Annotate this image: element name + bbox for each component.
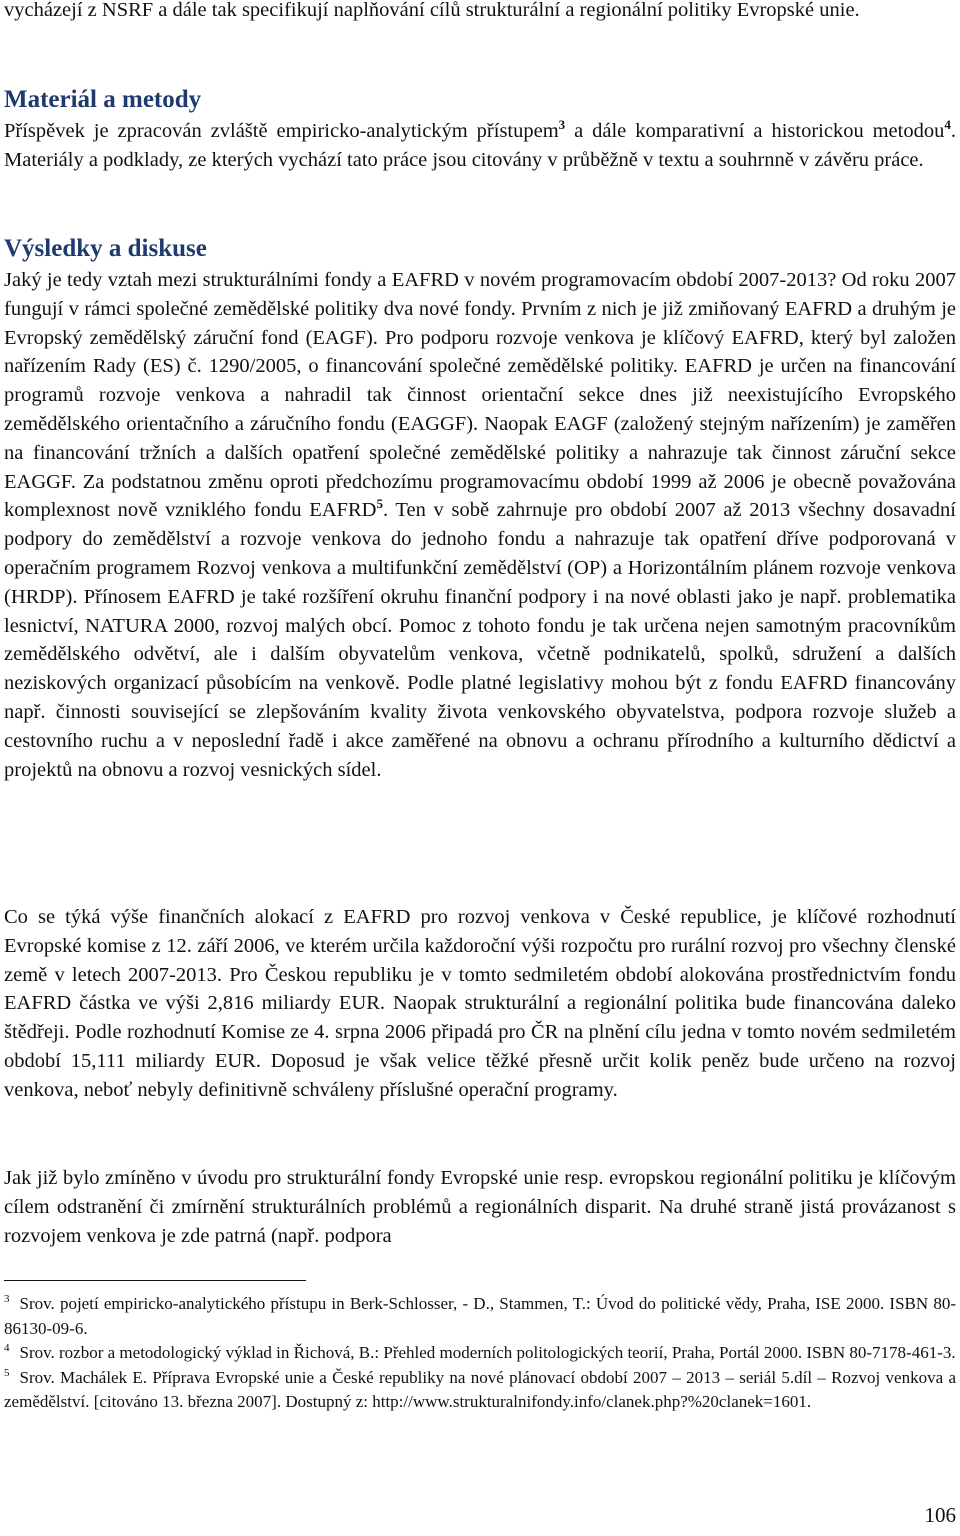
footnote-divider bbox=[4, 1280, 306, 1281]
footnote-number: 5 bbox=[4, 1366, 10, 1379]
intro-paragraph: vycházejí z NSRF a dále tak specifikují naplňování cílů strukturální a regionální politiky Evropské unie. bbox=[4, 0, 860, 21]
footnote-3 bbox=[4, 1292, 956, 1341]
footnote-ref-4[interactable]: 4 bbox=[944, 117, 951, 133]
footnote-number: 4 bbox=[4, 1342, 10, 1355]
footnote-text: Srov. Machálek E. Příprava Evropské unie a České republiky na nové plánovací období 2007 – 2013 – seriál 5.díl – Rozvoj venkova a zemědělství. [citováno 13. března 2007]. Dostupný z: http://www.strukturalnifondy.info/clanek.php?%20clanek=1601. bbox=[4, 1367, 956, 1411]
footnote-ref-3[interactable]: 3 bbox=[558, 117, 566, 133]
methods-paragraph bbox=[4, 117, 956, 175]
results-paragraph-3: Jak již bylo zmíněno v úvodu pro strukturální fondy Evropské unie resp. evropskou regionální politiku je klíčovým cílem odstranění či zmírnění strukturálních problémů a regionálních disparit. Na druhé straně jistá provázanost s rozvojem venkova je zde patrná (např. podpora bbox=[4, 1167, 956, 1247]
methods-text-part2: a dále komparativní a historickou metodou bbox=[565, 120, 945, 142]
footnote-number: 3 bbox=[4, 1293, 10, 1306]
footnote-5 bbox=[4, 1366, 956, 1415]
page-number: 106 bbox=[924, 1503, 956, 1527]
methods-heading: Materiál a metody bbox=[4, 86, 202, 113]
methods-text-part3: . Materiály a podklady, ze kterých vychází tato práce jsou citovány v průběžně v textu a souhrnně v závěru práce. bbox=[4, 120, 956, 171]
results-paragraph-1 bbox=[4, 266, 956, 784]
footnotes bbox=[4, 1292, 956, 1415]
results-heading: Výsledky a diskuse bbox=[4, 235, 207, 262]
footnote-text: Srov. rozbor a metodologický výklad in Řichová, B.: Přehled moderních politologických teorií, Praha, Portál 2000. ISBN 80-7178-461-3. bbox=[19, 1343, 956, 1362]
results-p1-part1: Jaký je tedy vztah mezi strukturálními fondy a EAFRD v novém programovacím období 2007-2013? Od roku 2007 fungují v rámci společné zemědělské politiky dva nové fondy. Prvním z nich je již zmiňovaný EAFRD a druhým je Evropský zemědělský záruční fond (EAGF). Pro podporu rozvoje venkova je klíčový EAFRD, který byl založen nařízením Rady (ES) č. 1290/2005, o financování společné zemědělské politiky. EAFRD je určen na financování programů rozvoje venkova a nahradil tak činnost orientační sekce dnes již neexistujícího Evropského zemědělského orientačního a záručního fondu (EAGGF). Naopak EAGF (založený stejným nařízením) je zaměřen na financování tržních a dalších opatření společné zemědělské politiky a nahrazuje tak činnost záruční sekce EAGGF. Za podstatnou změnu oproti předchozímu programovacímu období 1999 až 2006 je obecně považována komplexnost nově vzniklého fondu EAFRD bbox=[4, 269, 956, 522]
results-p1-part2: . Ten v sobě zahrnuje pro období 2007 až 2013 všechny dosavadní podpory do zemědělství a rozvoje venkova do jednoho fondu a nahrazuje tak opatření dříve podporovaná v operačním programem Rozvoj venkova a multifunkční zemědělství (OP) a Horizontálním plánem rozvoje venkova (HRDP). Přínosem EAFRD je také rozšíření okruhu finanční podpory i na nové oblasti jako je např. problematika lesnictví, NATURA 2000, rozvoj malých obcí. Pomoc z tohoto fondu je tak určena nejen samotným pracovníkům zemědělského odvětví, ale i dalším obyvatelům venkova, včetně podnikatelů, spolků, sdružení a dalších neziskových organizací působícím na venkově. Podle platné legislativy mohou být z fondu EAFRD financovány např. činnosti související se zlepšováním kvality života venkovského obyvatelstva, podpora rozvoje služeb a cestovního ruchu a v neposlední řadě i akce zaměřené na obnovu a ochranu přírodního a kulturního dědictví a projektů na obnovu a rozvoj vesnických sídel. bbox=[4, 499, 956, 781]
methods-text-part1: Příspěvek je zpracován zvláště empiricko-analytickým přístupem bbox=[4, 120, 559, 142]
footnote-4 bbox=[4, 1341, 956, 1366]
results-paragraph-2: Co se týká výše finančních alokací z EAFRD pro rozvoj venkova v České republice, je klíčové rozhodnutí Evropské komise z 12. září 2006, ve kterém určila každoroční výši rozpočtu pro rurální rozvoj pro všechny členské země v letech 2007-2013. Pro Českou republiku je v tomto sedmiletém období alokována prostřednictvím fondu EAFRD částka ve výši 2,816 miliardy EUR. Naopak strukturální a regionální politika bude financována daleko štědřeji. Podle rozhodnutí Komise ze 4. srpna 2006 připadá pro ČR na plnění cílu jedna v tomto novém sedmiletém období 15,111 miliardy EUR. Doposud je však velice těžké přesně určit kolik peněz bude určeno na rozvoj venkova, neboť nebyly definitivně schváleny příslušné operační programy. bbox=[4, 906, 956, 1101]
footnote-text: Srov. pojetí empiricko-analytického přístupu in Berk-Schlosser, - D., Stammen, T.: Úvod do politické vědy, Praha, ISE 2000. ISBN 80-86130-09-6. bbox=[4, 1294, 956, 1338]
footnote-ref-5[interactable]: 5 bbox=[376, 496, 383, 512]
